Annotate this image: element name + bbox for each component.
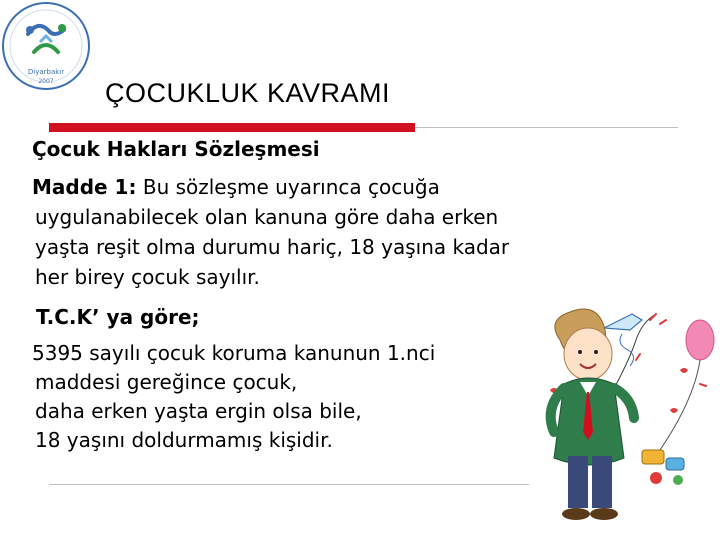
tck-line-4: 18 yaşını doldurmamış kişidir.	[35, 428, 333, 452]
child-with-balloon-illustration	[530, 300, 720, 540]
section-heading-cocuk-haklari: Çocuk Hakları Sözleşmesi	[32, 137, 320, 161]
tck-line-1: 5395 sayılı çocuk koruma kanunun 1.nci	[32, 341, 436, 365]
title-divider-line	[415, 127, 678, 128]
madde-1-paragraph	[32, 172, 632, 292]
baglar-ram-logo	[0, 0, 92, 92]
logo-city: Diyarbakır	[27, 68, 65, 76]
madde-line-2: uygulanabilecek olan kanuna göre daha erken	[35, 205, 499, 229]
madde-line-3: yaşta reşit olma durumu hariç, 18 yaşına kadar	[35, 235, 510, 259]
madde-line-1	[32, 172, 632, 202]
page-title: ÇOCUKLUK KAVRAMI	[105, 78, 391, 108]
tck-paragraph	[32, 339, 532, 455]
title-underline-accent	[49, 123, 415, 132]
tck-line-2: maddesi gereğince çocuk,	[35, 370, 298, 394]
section-heading-tck: T.C.K’ ya göre;	[36, 305, 200, 329]
madde-text-1: Bu sözleşme uyarınca çocuğa	[136, 175, 440, 199]
tck-line-3: daha erken yaşta ergin olsa bile,	[35, 399, 362, 423]
madde-line-4: her birey çocuk sayılır.	[35, 265, 260, 289]
bottom-divider-line	[49, 484, 529, 485]
logo-year: 2007	[38, 78, 54, 85]
madde-label: Madde 1:	[32, 175, 137, 199]
